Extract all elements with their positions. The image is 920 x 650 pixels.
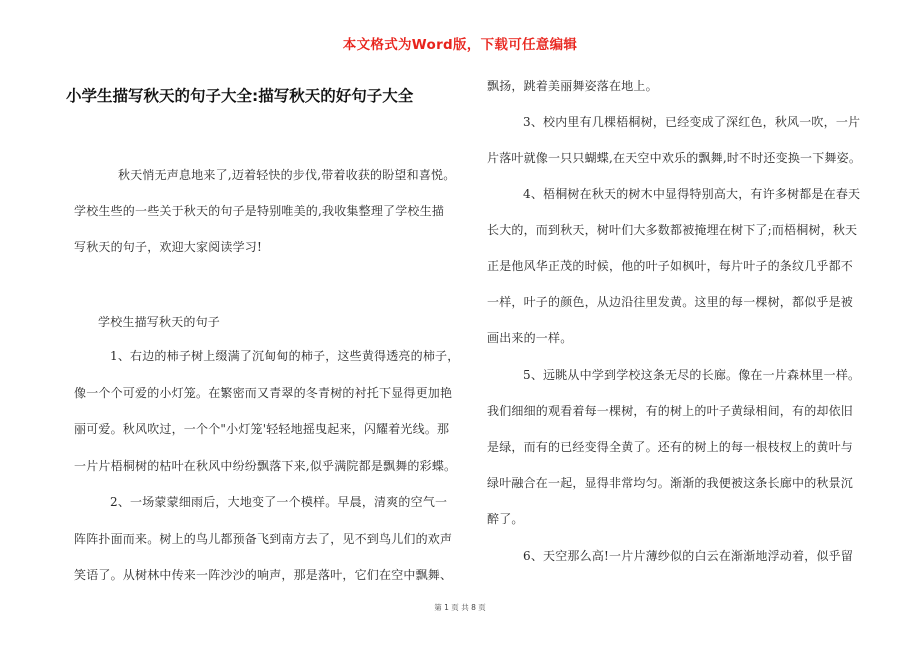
text-line: 正是他风华正茂的时候，他的叶子如枫叶，每片叶子的条纹几乎都不 <box>487 259 854 273</box>
text-line: 学校生描写秋天的句子 <box>98 315 221 329</box>
page-footer: 第 1 页 共 8 页 <box>434 603 486 612</box>
text-line: 像一个个可爱的小灯笼。在繁密而又青翠的冬青树的衬托下显得更加艳 <box>74 386 453 400</box>
text-line: 阵阵扑面而来。树上的鸟儿都预备飞到南方去了，见不到鸟儿们的欢声 <box>74 532 453 546</box>
page-title: 小学生描写秋天的句子大全:描写秋天的好句子大全 <box>66 87 414 105</box>
text-line: 学校生些的一些关于秋天的句子是特别唯美的,我收集整理了学校生描 <box>74 204 445 218</box>
text-line: 一片片梧桐树的枯叶在秋风中纷纷飘落下来,似乎满院都是飘舞的彩蝶。 <box>74 459 457 473</box>
text-line: 写秋天的句子，欢迎大家阅读学习! <box>74 240 263 254</box>
text-line: 片落叶就像一只只蝴蝶,在天空中欢乐的飘舞,时不时还变换一下舞姿。 <box>487 151 862 165</box>
text-line: 2、一场蒙蒙细雨后，大地变了一个模样。早晨，清爽的空气一 <box>110 495 448 509</box>
text-line: 一样，叶子的颜色，从边沿往里发黄。这里的每一棵树，都似乎是被 <box>487 295 854 309</box>
text-line: 笑语了。从树林中传来一阵沙沙的响声，那是落叶，它们在空中飘舞、 <box>74 568 453 582</box>
format-banner: 本文格式为Word版，下载可任意编辑 <box>342 37 578 53</box>
text-line: 秋天悄无声息地来了,迈着轻快的步伐,带着收获的盼望和喜悦。 <box>118 168 456 182</box>
text-line: 飘扬，跳着美丽舞姿落在地上。 <box>487 79 658 93</box>
text-line: 绿叶融合在一起，显得非常均匀。渐渐的我便被这条长廊中的秋景沉 <box>487 476 854 490</box>
text-line: 我们细细的观看着每一棵树，有的树上的叶子黄绿相间，有的却依旧 <box>487 404 854 418</box>
text-line: 醉了。 <box>487 512 524 526</box>
text-line: 4、梧桐树在秋天的树木中显得特别高大，有许多树都是在春天 <box>523 187 861 201</box>
text-line: 3、校内里有几棵梧桐树，已经变成了深红色，秋风一吹，一片 <box>523 115 861 129</box>
text-line: 6、天空那么高!一片片薄纱似的白云在渐渐地浮动着，似乎留 <box>523 549 854 563</box>
text-line: 是绿，而有的已经变得全黄了。还有的树上的每一根枝杈上的黄叶与 <box>487 440 854 454</box>
text-line: 1、右边的柿子树上缀满了沉甸甸的柿子，这些黄得透亮的柿子， <box>110 349 460 363</box>
text-line: 长大的，而到秋天，树叶们大多数都被掩埋在树下了;而梧桐树，秋天 <box>487 223 858 237</box>
text-line: 5、远眺从中学到学校这条无尽的长廊。像在一片森林里一样。 <box>523 368 861 382</box>
text-line: 画出来的一样。 <box>487 331 573 345</box>
text-line: 丽可爱。秋风吹过，一个个"小灯笼'轻轻地摇曳起来，闪耀着光线。那 <box>74 422 450 436</box>
